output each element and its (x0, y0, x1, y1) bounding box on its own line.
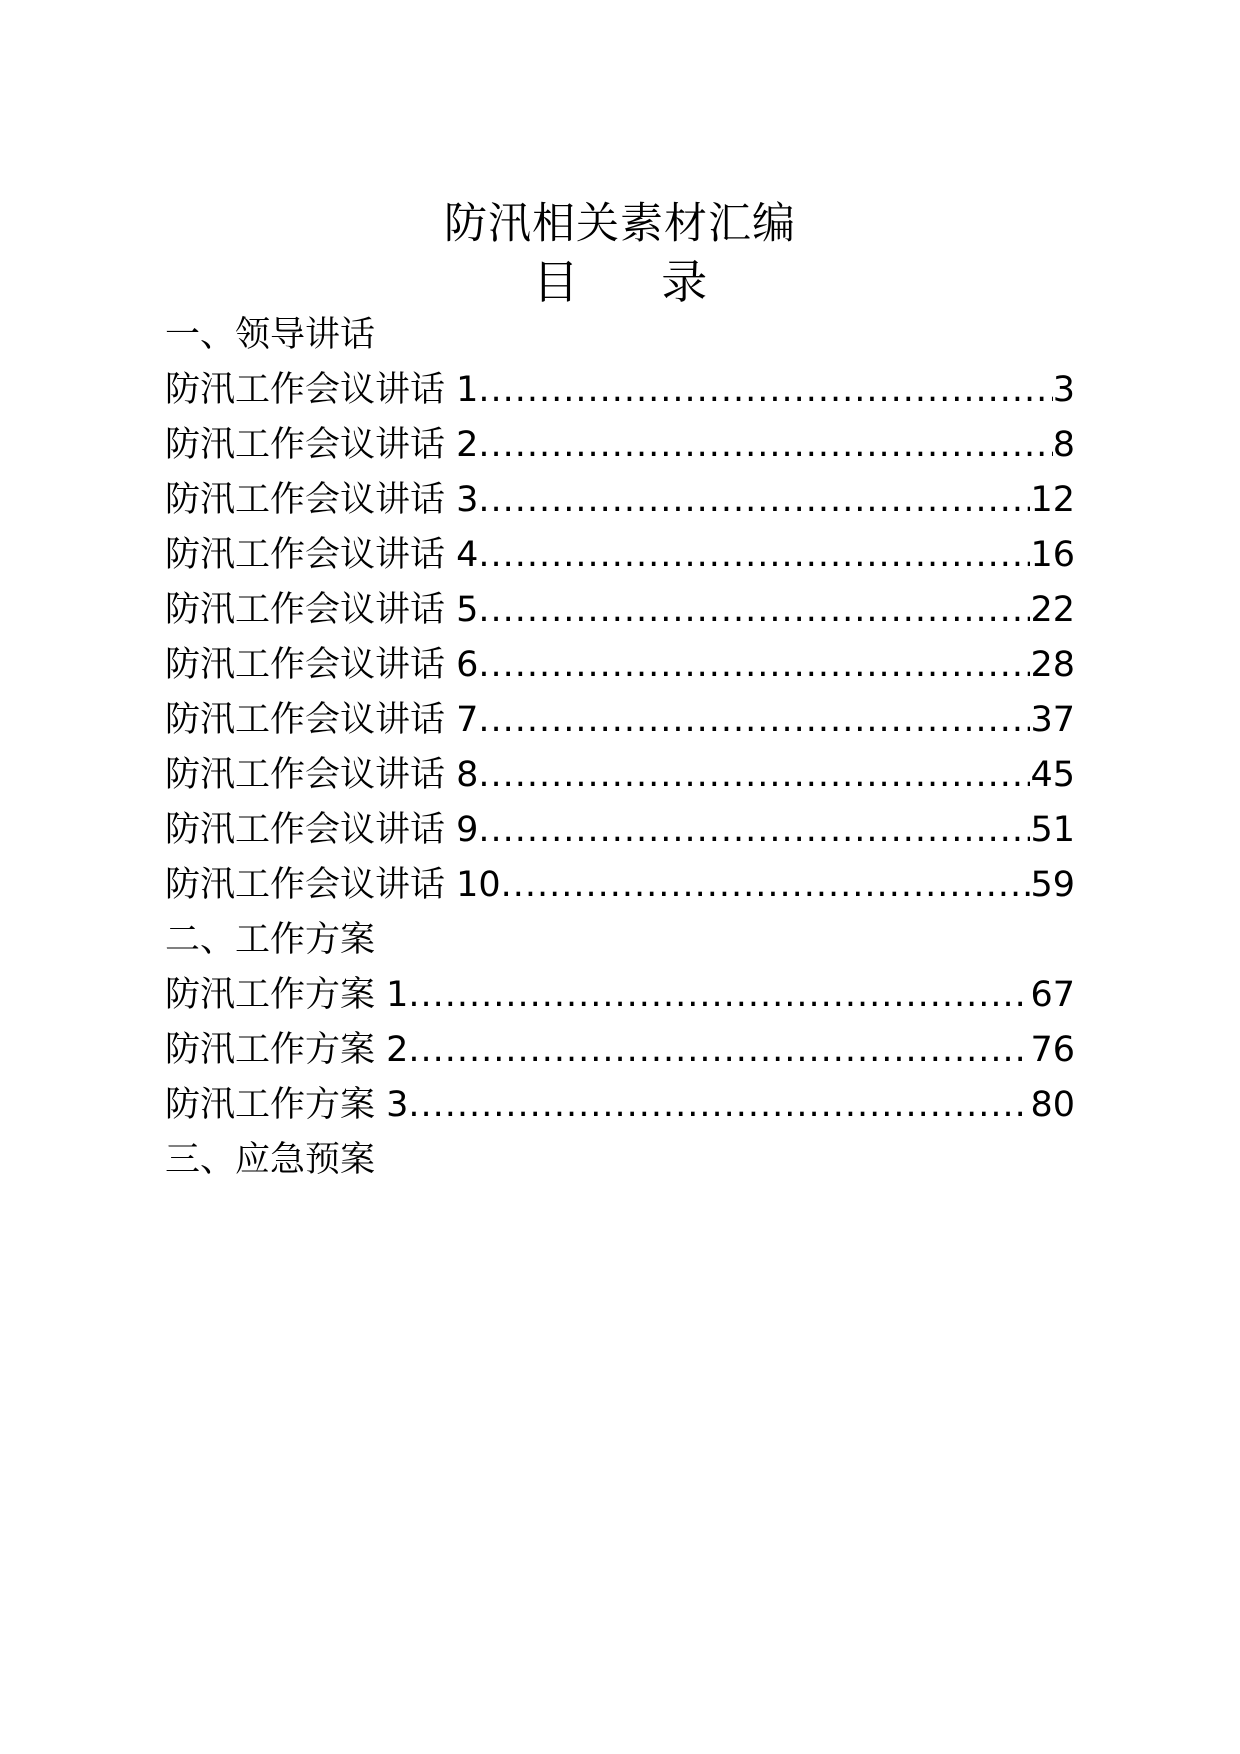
toc-dot-leader (478, 418, 1052, 473)
toc-entry-page-number: 16 (1030, 535, 1075, 575)
table-of-contents (165, 308, 1075, 1188)
toc-entry-page-number: 67 (1030, 975, 1075, 1015)
toc-entry-page-number: 59 (1030, 865, 1075, 905)
toc-entry[interactable] (165, 583, 1075, 638)
toc-entry-title: 防汛工作方案 3 (165, 1085, 409, 1125)
toc-entry-title: 防汛工作会议讲话 10 (165, 865, 501, 905)
toc-entry-title: 防汛工作方案 2 (165, 1030, 409, 1070)
toc-entry-page-number: 3 (1052, 370, 1075, 410)
toc-entry-page-number: 45 (1030, 755, 1075, 795)
toc-dot-leader (408, 1078, 1030, 1133)
toc-entry[interactable] (165, 858, 1075, 913)
toc-section-heading: 二、工作方案 (165, 920, 376, 960)
toc-entry-title: 防汛工作会议讲话 8 (165, 755, 479, 795)
toc-entry-page-number: 28 (1030, 645, 1075, 685)
document-title: 防汛相关素材汇编 (444, 199, 796, 249)
toc-entry-page-number: 8 (1052, 425, 1075, 465)
toc-dot-leader (478, 803, 1030, 858)
toc-entry[interactable] (165, 363, 1075, 418)
toc-entry-page-number: 12 (1030, 480, 1075, 520)
toc-entry-title: 防汛工作会议讲话 5 (165, 590, 479, 630)
toc-entry[interactable] (165, 1078, 1075, 1133)
toc-entry-page-number: 51 (1030, 810, 1075, 850)
toc-dot-leader (478, 583, 1030, 638)
toc-section-heading: 一、领导讲话 (165, 315, 376, 355)
toc-heading: 目 录 (532, 255, 742, 309)
toc-entry-title: 防汛工作会议讲话 7 (165, 700, 479, 740)
toc-entry-title: 防汛工作会议讲话 2 (165, 425, 479, 465)
toc-entry-title: 防汛工作会议讲话 3 (165, 480, 479, 520)
toc-dot-leader (408, 968, 1030, 1023)
toc-dot-leader (501, 858, 1031, 913)
toc-dot-leader (478, 693, 1030, 748)
toc-entry-title: 防汛工作会议讲话 9 (165, 810, 479, 850)
toc-entry-title: 防汛工作会议讲话 4 (165, 535, 479, 575)
toc-dot-leader (478, 363, 1052, 418)
toc-dot-leader (478, 748, 1030, 803)
toc-entry-title: 防汛工作会议讲话 1 (165, 370, 479, 410)
toc-entry-page-number: 76 (1030, 1030, 1075, 1070)
toc-entry[interactable] (165, 693, 1075, 748)
toc-entry[interactable] (165, 418, 1075, 473)
toc-section-heading: 三、应急预案 (165, 1140, 376, 1180)
toc-dot-leader (478, 473, 1030, 528)
toc-entry[interactable] (165, 528, 1075, 583)
toc-dot-leader (478, 528, 1030, 583)
toc-dot-leader (408, 1023, 1030, 1078)
toc-entry[interactable] (165, 748, 1075, 803)
toc-entry[interactable] (165, 638, 1075, 693)
toc-entry[interactable] (165, 473, 1075, 528)
toc-entry-page-number: 37 (1030, 700, 1075, 740)
toc-entry-title: 防汛工作会议讲话 6 (165, 645, 479, 685)
toc-entry[interactable] (165, 803, 1075, 858)
toc-entry-page-number: 80 (1030, 1085, 1075, 1125)
toc-dot-leader (478, 638, 1030, 693)
toc-entry[interactable] (165, 968, 1075, 1023)
toc-entry-title: 防汛工作方案 1 (165, 975, 409, 1015)
toc-entry[interactable] (165, 1023, 1075, 1078)
toc-entry-page-number: 22 (1030, 590, 1075, 630)
